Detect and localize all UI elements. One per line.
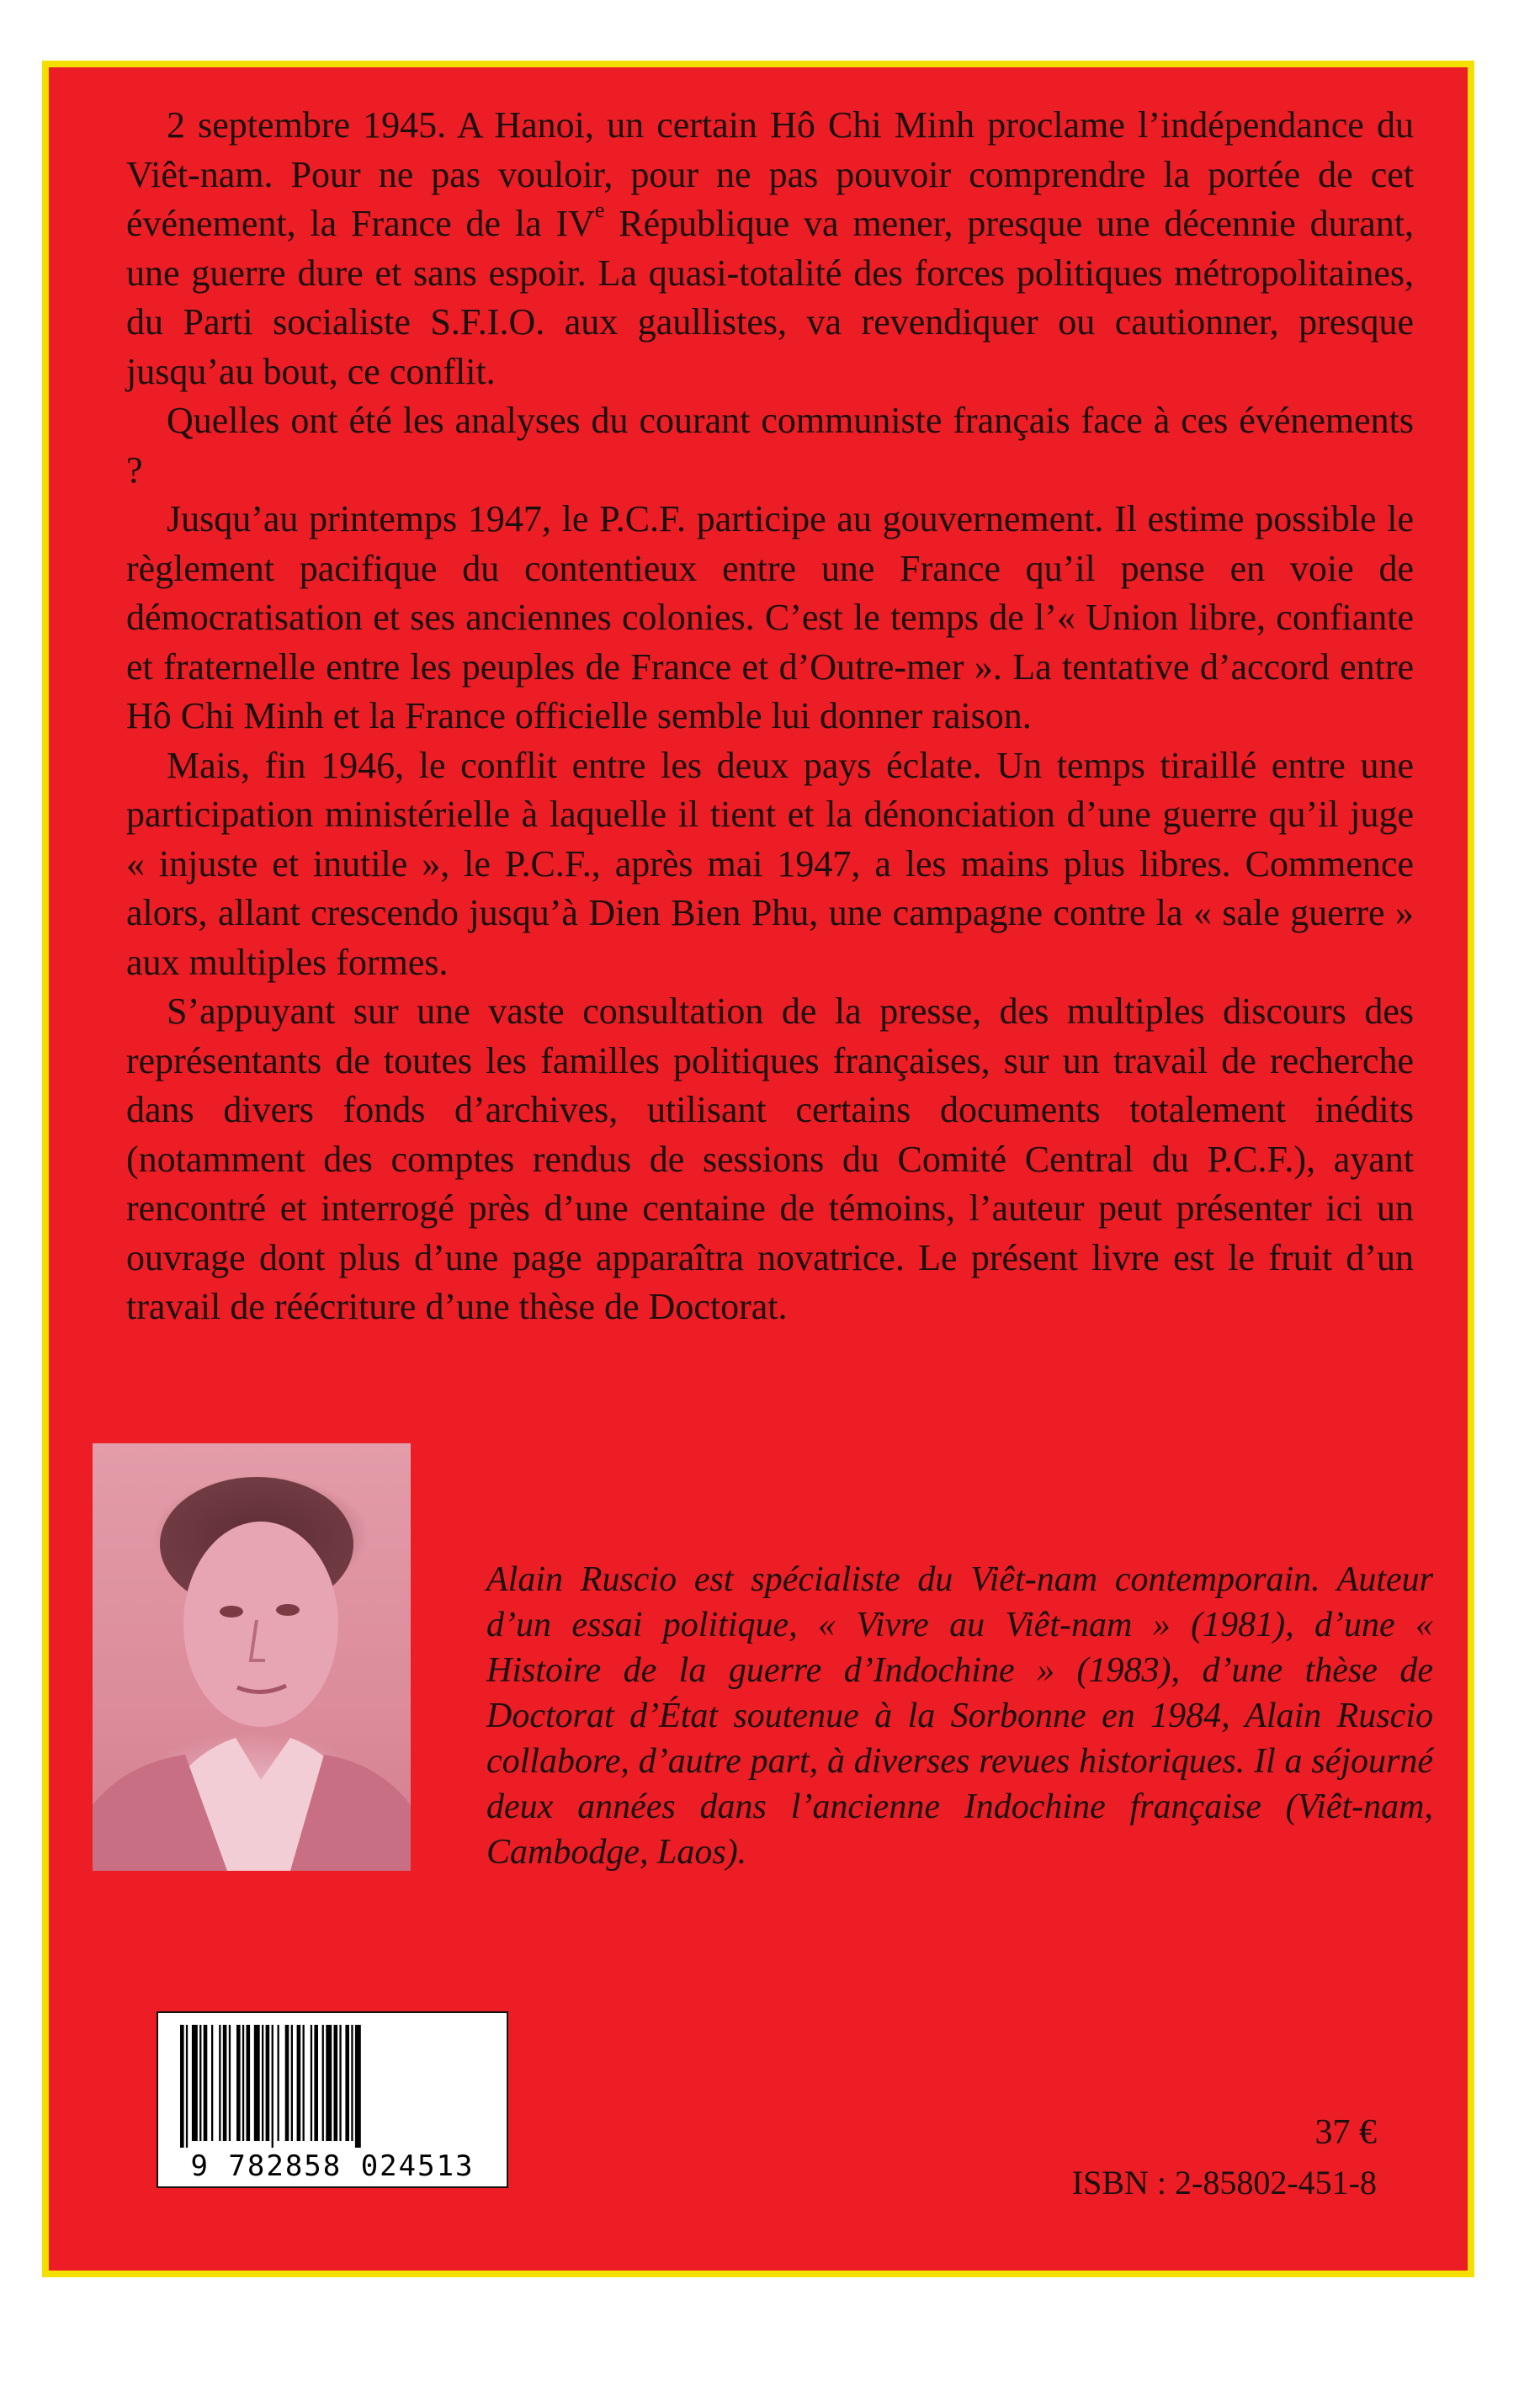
barcode-bar: [303, 2025, 305, 2141]
barcode-bar: [266, 2025, 270, 2141]
barcode-bar: [254, 2025, 260, 2141]
barcode-bar: [355, 2025, 361, 2148]
author-photo: [93, 1443, 411, 1871]
blurb-p1-pre: A Hanoi, un certain Hô Chi Minh proclame l’indépendance du Viêt-nam. Pour ne pas vouloir, pour ne pas pouvoir comprendre la portée de cet événement, la France de la IV: [126, 104, 1415, 244]
barcode-bar: [285, 2025, 289, 2141]
barcode-bar: [297, 2025, 301, 2141]
barcode-bar: [291, 2025, 293, 2141]
barcode-bar: [322, 2025, 324, 2141]
blurb-paragraph-1: [126, 101, 1414, 396]
barcode-bar: [223, 2025, 227, 2141]
blurb-p1-post: République va mener, presque une décennie durant, une guerre dure et sans espoir. La quasi-totalité des forces politiques métropolitaines, du Parti socialiste S.F.I.O. aux gaullistes, va revendiquer ou cautionner, presque jusqu’au bout, ce conflit.: [126, 203, 1414, 392]
blurb-p1-sup: e: [594, 198, 605, 222]
blurb-paragraph-4: Mais, fin 1946, le conflit entre les deux pays éclate. Un temps tiraillé entre une participation ministérielle à laquelle il tient et la dénonciation d’une guerre qu’il juge « injuste et inutile », le P.C.F., après mai 1947, a les mains plus libres. Commence alors, allant crescendo jusqu’à Dien Bien Phu, une campagne contre la « sale guerre » aux multiples formes.: [126, 744, 1414, 983]
barcode-bar: [334, 2025, 338, 2141]
barcode-bar: [219, 2025, 220, 2141]
barcode-bar: [236, 2025, 241, 2141]
barcode-bar: [314, 2025, 318, 2141]
barcode-bar: [351, 2025, 353, 2141]
barcode-bar: [229, 2025, 231, 2141]
author-portrait-illustration: [93, 1443, 411, 1871]
barcode-bar: [345, 2025, 349, 2141]
barcode-bar: [247, 2025, 251, 2141]
barcode-bar: [199, 2025, 201, 2141]
barcode-bar: [186, 2025, 188, 2148]
blurb: [126, 101, 1414, 1332]
barcode-bar: [326, 2025, 332, 2141]
barcode-digits: 9 782858 024513: [190, 2149, 475, 2183]
price: 37 €: [1314, 2113, 1377, 2152]
blurb-paragraph-5: S’appuyant sur une vaste consultation de la presse, des multiples discours des représentants de toutes les familles politiques françaises, sur un travail de recherche dans divers fonds d’archives, utilisant certains documents totalement inédits (notamment des comptes rendus de sessions du Comité Central du P.C.F.), ayant rencontré et interrogé près d’une centaine de témoins, l’auteur peut présenter ici un ouvrage dont plus d’une page apparaîtra novatrice. Le présent livre est le fruit d’un travail de réécriture d’une thèse de Doctorat.: [126, 991, 1414, 1327]
isbn-barcode: [157, 2011, 508, 2188]
barcode-bar: [339, 2025, 341, 2141]
author-bio-text: Alain Ruscio est spécialiste du Viêt-nam contemporain. Auteur d’un essai politique, « Vivre au Viêt-nam » (1981), d’une « Histoire de la guerre d’Indochine » (1983), d’une thèse de Doctorat d’État soutenue à la Sorbonne en 1984, Alain Ruscio collabore, d’autre part, à diverses revues historiques. Il a séjourné deux années dans l’ancienne Indochine française (Viêt-nam, Cambodge, Laos).: [486, 1560, 1433, 1872]
barcode-bar: [272, 2025, 273, 2148]
author-bio: [486, 1557, 1433, 1875]
barcode-bar: [180, 2025, 184, 2148]
back-cover: [42, 61, 1474, 2277]
barcode-bar: [262, 2025, 263, 2141]
blurb-paragraph-3: Jusqu’au printemps 1947, le P.C.F. participe au gouvernement. Il estime possible le règlement pacifique du contentieux entre une France qu’il pense en voie de démocratisation et ses anciennes colonies. C’est le temps de l’« Union libre, confiante et fraternelle entre les peuples de France et d’Outre-mer ». La tentative d’accord entre Hô Chi Minh et la France officielle semble lui donner raison.: [126, 498, 1414, 736]
barcode-bar: [242, 2025, 244, 2141]
barcode-bar: [211, 2025, 213, 2141]
isbn-number: ISBN : 2-85802-451-8: [1071, 2164, 1377, 2202]
barcode-bar: [311, 2025, 312, 2141]
blurb-paragraph-2: Quelles ont été les analyses du courant communiste français face à ces événements ?: [126, 400, 1414, 491]
barcode-bar: [204, 2025, 208, 2141]
barcode-bar: [278, 2025, 279, 2141]
barcode-bars: [158, 2013, 507, 2148]
blurb-date: 2 septembre 1945.: [167, 104, 447, 146]
barcode-bar: [192, 2025, 198, 2141]
